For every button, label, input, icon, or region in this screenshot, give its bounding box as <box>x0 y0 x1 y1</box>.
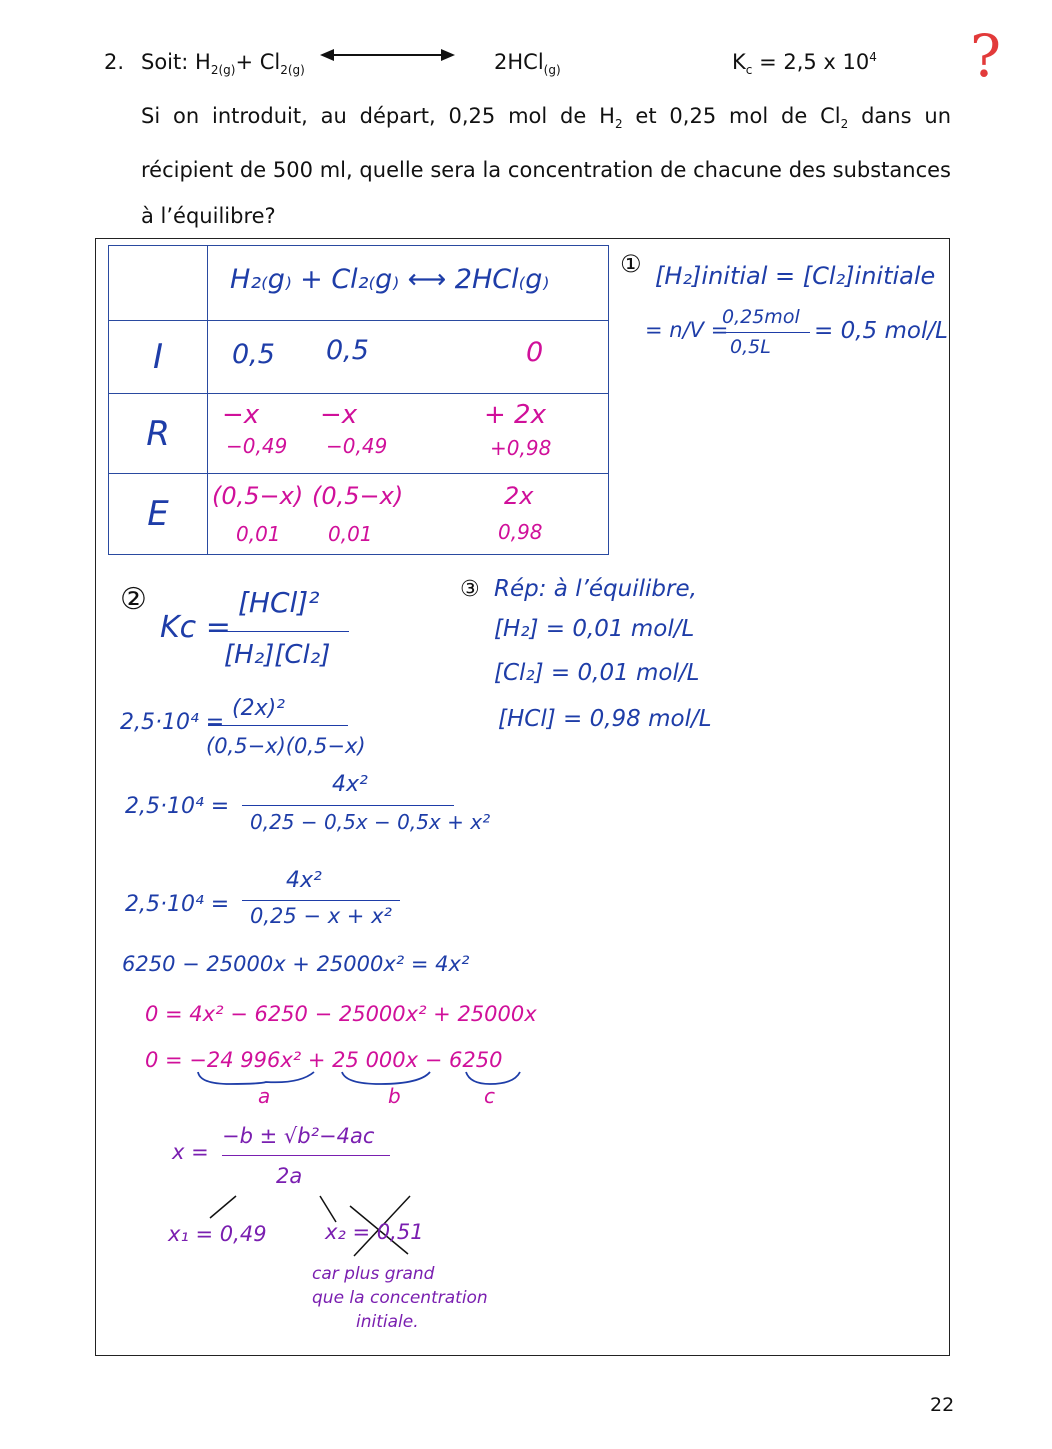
question-text: Si on introduit, au départ, 0,25 mol de $H_2$ et 0,25 mol de $Cl_2$ dans un récipient de 500 ml, quelle sera la concentration de chacune des substances à l’équilibre? <box>141 104 952 229</box>
eq3-fraction-line <box>242 900 400 901</box>
label-b: b <box>388 1084 401 1108</box>
soit-label: Soit: <box>141 50 189 74</box>
quadratic-denominator: 2a <box>276 1164 303 1188</box>
ice-row-e <box>208 474 609 555</box>
equilibrium-arrow-icon <box>320 44 455 66</box>
ice-i-hcl: 0 <box>526 337 544 368</box>
eq2-fraction-line <box>242 805 454 806</box>
ice-i-cl2: 0,5 <box>326 335 369 366</box>
step1-frac-den: 0,5L <box>730 336 771 358</box>
ice-e-hcl: 2x <box>504 482 534 510</box>
answer-cl2: [Cl₂] = 0,01 mol/L <box>494 660 700 686</box>
rejection-note-3: initiale. <box>356 1312 419 1332</box>
quadratic-fraction-line <box>222 1155 390 1156</box>
step3-number: ③ <box>460 577 480 602</box>
eq2-left: 2,5·10⁴ = <box>125 794 230 819</box>
ice-r-h2: −x <box>222 400 260 430</box>
ice-row-r <box>208 394 609 474</box>
reaction-line <box>141 50 305 77</box>
solution-x2: x₂ = 0,51 <box>325 1220 424 1244</box>
ice-r-h2-val: −0,49 <box>226 434 288 458</box>
reactant-h2: $H_{2(g)}$ <box>195 50 236 78</box>
step3-title: Rép: à l’équilibre, <box>494 576 697 602</box>
eq2-numerator: 4x² <box>332 772 368 797</box>
solution-x1: x₁ = 0,49 <box>168 1222 267 1246</box>
eq3-numerator: 4x² <box>286 868 322 893</box>
step2-number: ② <box>120 582 147 617</box>
rejection-note-1: car plus grand <box>312 1264 435 1284</box>
kc-numerator: [HCl]² <box>238 586 320 619</box>
question-mark-annotation: ? <box>970 22 1002 90</box>
answer-hcl: [HCl] = 0,98 mol/L <box>498 706 712 732</box>
ice-row-i <box>208 321 609 394</box>
label-a: a <box>258 1084 271 1108</box>
eq1-denominator: (0,5−x)(0,5−x) <box>206 734 366 758</box>
kc-denominator: [H₂][Cl₂] <box>224 640 331 670</box>
ice-e-h2: (0,5−x) <box>212 482 304 510</box>
eq3-denominator: 0,25 − x + x² <box>250 904 392 928</box>
reactant-cl2: + $Cl_{2(g)}$ <box>235 50 305 78</box>
ice-e-hcl-val: 0,98 <box>498 520 543 544</box>
ice-table <box>108 245 609 555</box>
ice-r-hcl-val: +0,98 <box>490 436 552 460</box>
ice-e-cl2-val: 0,01 <box>328 522 373 546</box>
ice-r-cl2: −x <box>320 400 358 430</box>
ice-header-equation: H₂₍g₎ + Cl₂₍g₎ ⟷ 2HCl₍g₎ <box>230 264 550 295</box>
quadratic-numerator: −b ± √b²−4ac <box>222 1124 375 1148</box>
step1-number: ① <box>620 250 642 278</box>
rejection-note-2: que la concentration <box>312 1288 488 1308</box>
answer-h2: [H₂] = 0,01 mol/L <box>494 616 695 642</box>
eq2-denominator: 0,25 − 0,5x − 0,5x + x² <box>250 810 491 834</box>
page-number: 22 <box>930 1394 955 1416</box>
step1-frac-num: 0,25mol <box>722 306 800 328</box>
ice-r-hcl: + 2x <box>484 400 546 430</box>
eq1-numerator: (2x)² <box>232 696 286 721</box>
eq1-fraction-line <box>208 725 348 726</box>
kc-fraction-line <box>224 631 349 632</box>
eq5: 0 = 4x² − 6250 − 25000x² + 25000x <box>145 1002 537 1026</box>
product-hcl: 2HCl$_{(g)}$ <box>494 50 561 78</box>
eq6: 0 = −24 996x² + 25 000x − 6250 <box>145 1048 503 1072</box>
ice-i-h2: 0,5 <box>232 339 275 370</box>
ice-row-label-r: R <box>109 394 208 474</box>
step1-nv: = n/V = <box>645 318 729 342</box>
question-number: 2. <box>104 50 125 74</box>
ice-r-cl2-val: −0,49 <box>326 434 388 458</box>
quadratic-left: x = <box>172 1140 209 1164</box>
ice-corner-cell <box>109 246 208 321</box>
coefficient-braces <box>190 1070 530 1090</box>
eq3-left: 2,5·10⁴ = <box>125 892 230 917</box>
step1-result: = 0,5 mol/L <box>814 318 948 344</box>
ice-e-h2-val: 0,01 <box>236 522 281 546</box>
eq4: 6250 − 25000x + 25000x² = 4x² <box>122 952 470 976</box>
step1-frac-line <box>718 332 810 333</box>
eq1-left: 2,5·10⁴ = <box>120 710 225 735</box>
ice-header-cell <box>208 246 609 321</box>
kc-expression-label: Kc = <box>160 610 231 645</box>
ice-e-cl2: (0,5−x) <box>312 482 404 510</box>
ice-row-label-e: E <box>109 474 208 555</box>
label-c: c <box>484 1084 495 1108</box>
kc-value: $K_c = 2,5$ x $10^4$ <box>732 50 877 78</box>
step1-line1: [H₂]initial = [Cl₂]initiale <box>655 262 936 290</box>
ice-row-label-i: I <box>109 321 208 394</box>
